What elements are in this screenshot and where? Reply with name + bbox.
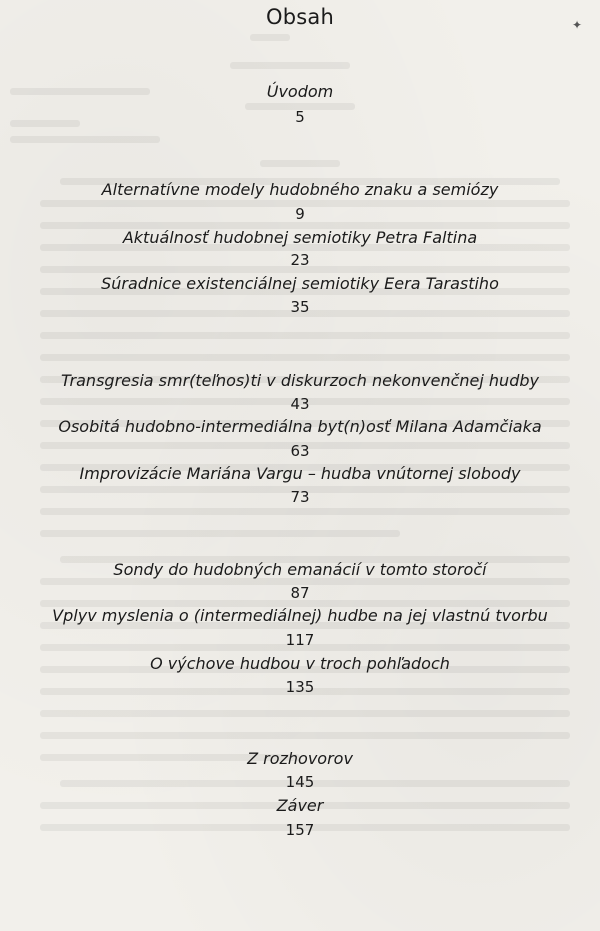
toc-entry-page: 87 — [290, 584, 310, 602]
toc-entry-page: 117 — [285, 631, 315, 649]
toc-entry-page: 73 — [290, 488, 310, 506]
toc-entry-page: 135 — [285, 678, 315, 696]
toc-entry-title: Úvodom — [266, 82, 334, 101]
toc-entry-page: 23 — [290, 251, 310, 269]
toc-heading: Obsah — [266, 5, 334, 29]
toc-entry-title: Improvizácie Mariána Vargu – hudba vnútornej slobody — [79, 464, 521, 483]
toc-entry-page: 9 — [295, 205, 305, 223]
toc-entry-title: Transgresia smr(teľnos)ti v diskurzoch nekonvenčnej hudby — [61, 371, 539, 390]
toc-entry-title: Súradnice existenciálnej semiotiky Eera Tarastiho — [101, 274, 499, 293]
toc-entry-page: 43 — [290, 395, 310, 413]
toc-entry-page: 145 — [285, 773, 315, 791]
toc-entry-title: O výchove hudbou v troch pohľadoch — [150, 654, 450, 673]
toc-entry-page: 5 — [295, 108, 305, 126]
toc-entry-title: Z rozhovorov — [247, 749, 353, 768]
toc-entry-title: Aktuálnosť hudobnej semiotiky Petra Faltina — [122, 228, 478, 247]
toc-entry-title: Vplyv myslenia o (intermediálnej) hudbe na jej vlastnú tvorbu — [52, 606, 548, 625]
toc-entry-page: 63 — [290, 442, 310, 460]
toc-entry-page: 157 — [285, 821, 315, 839]
toc-entry-title: Záver — [276, 796, 324, 815]
toc-entry-title: Alternatívne modely hudobného znaku a semiózy — [101, 180, 499, 199]
page-corner-mark: ✦ — [571, 18, 582, 32]
toc-entry-page: 35 — [290, 298, 310, 316]
toc-entry-title: Sondy do hudobných emanácií v tomto storočí — [113, 560, 487, 579]
toc-entry-title: Osobitá hudobno-intermediálna byt(n)osť Milana Adamčiaka — [58, 417, 542, 436]
